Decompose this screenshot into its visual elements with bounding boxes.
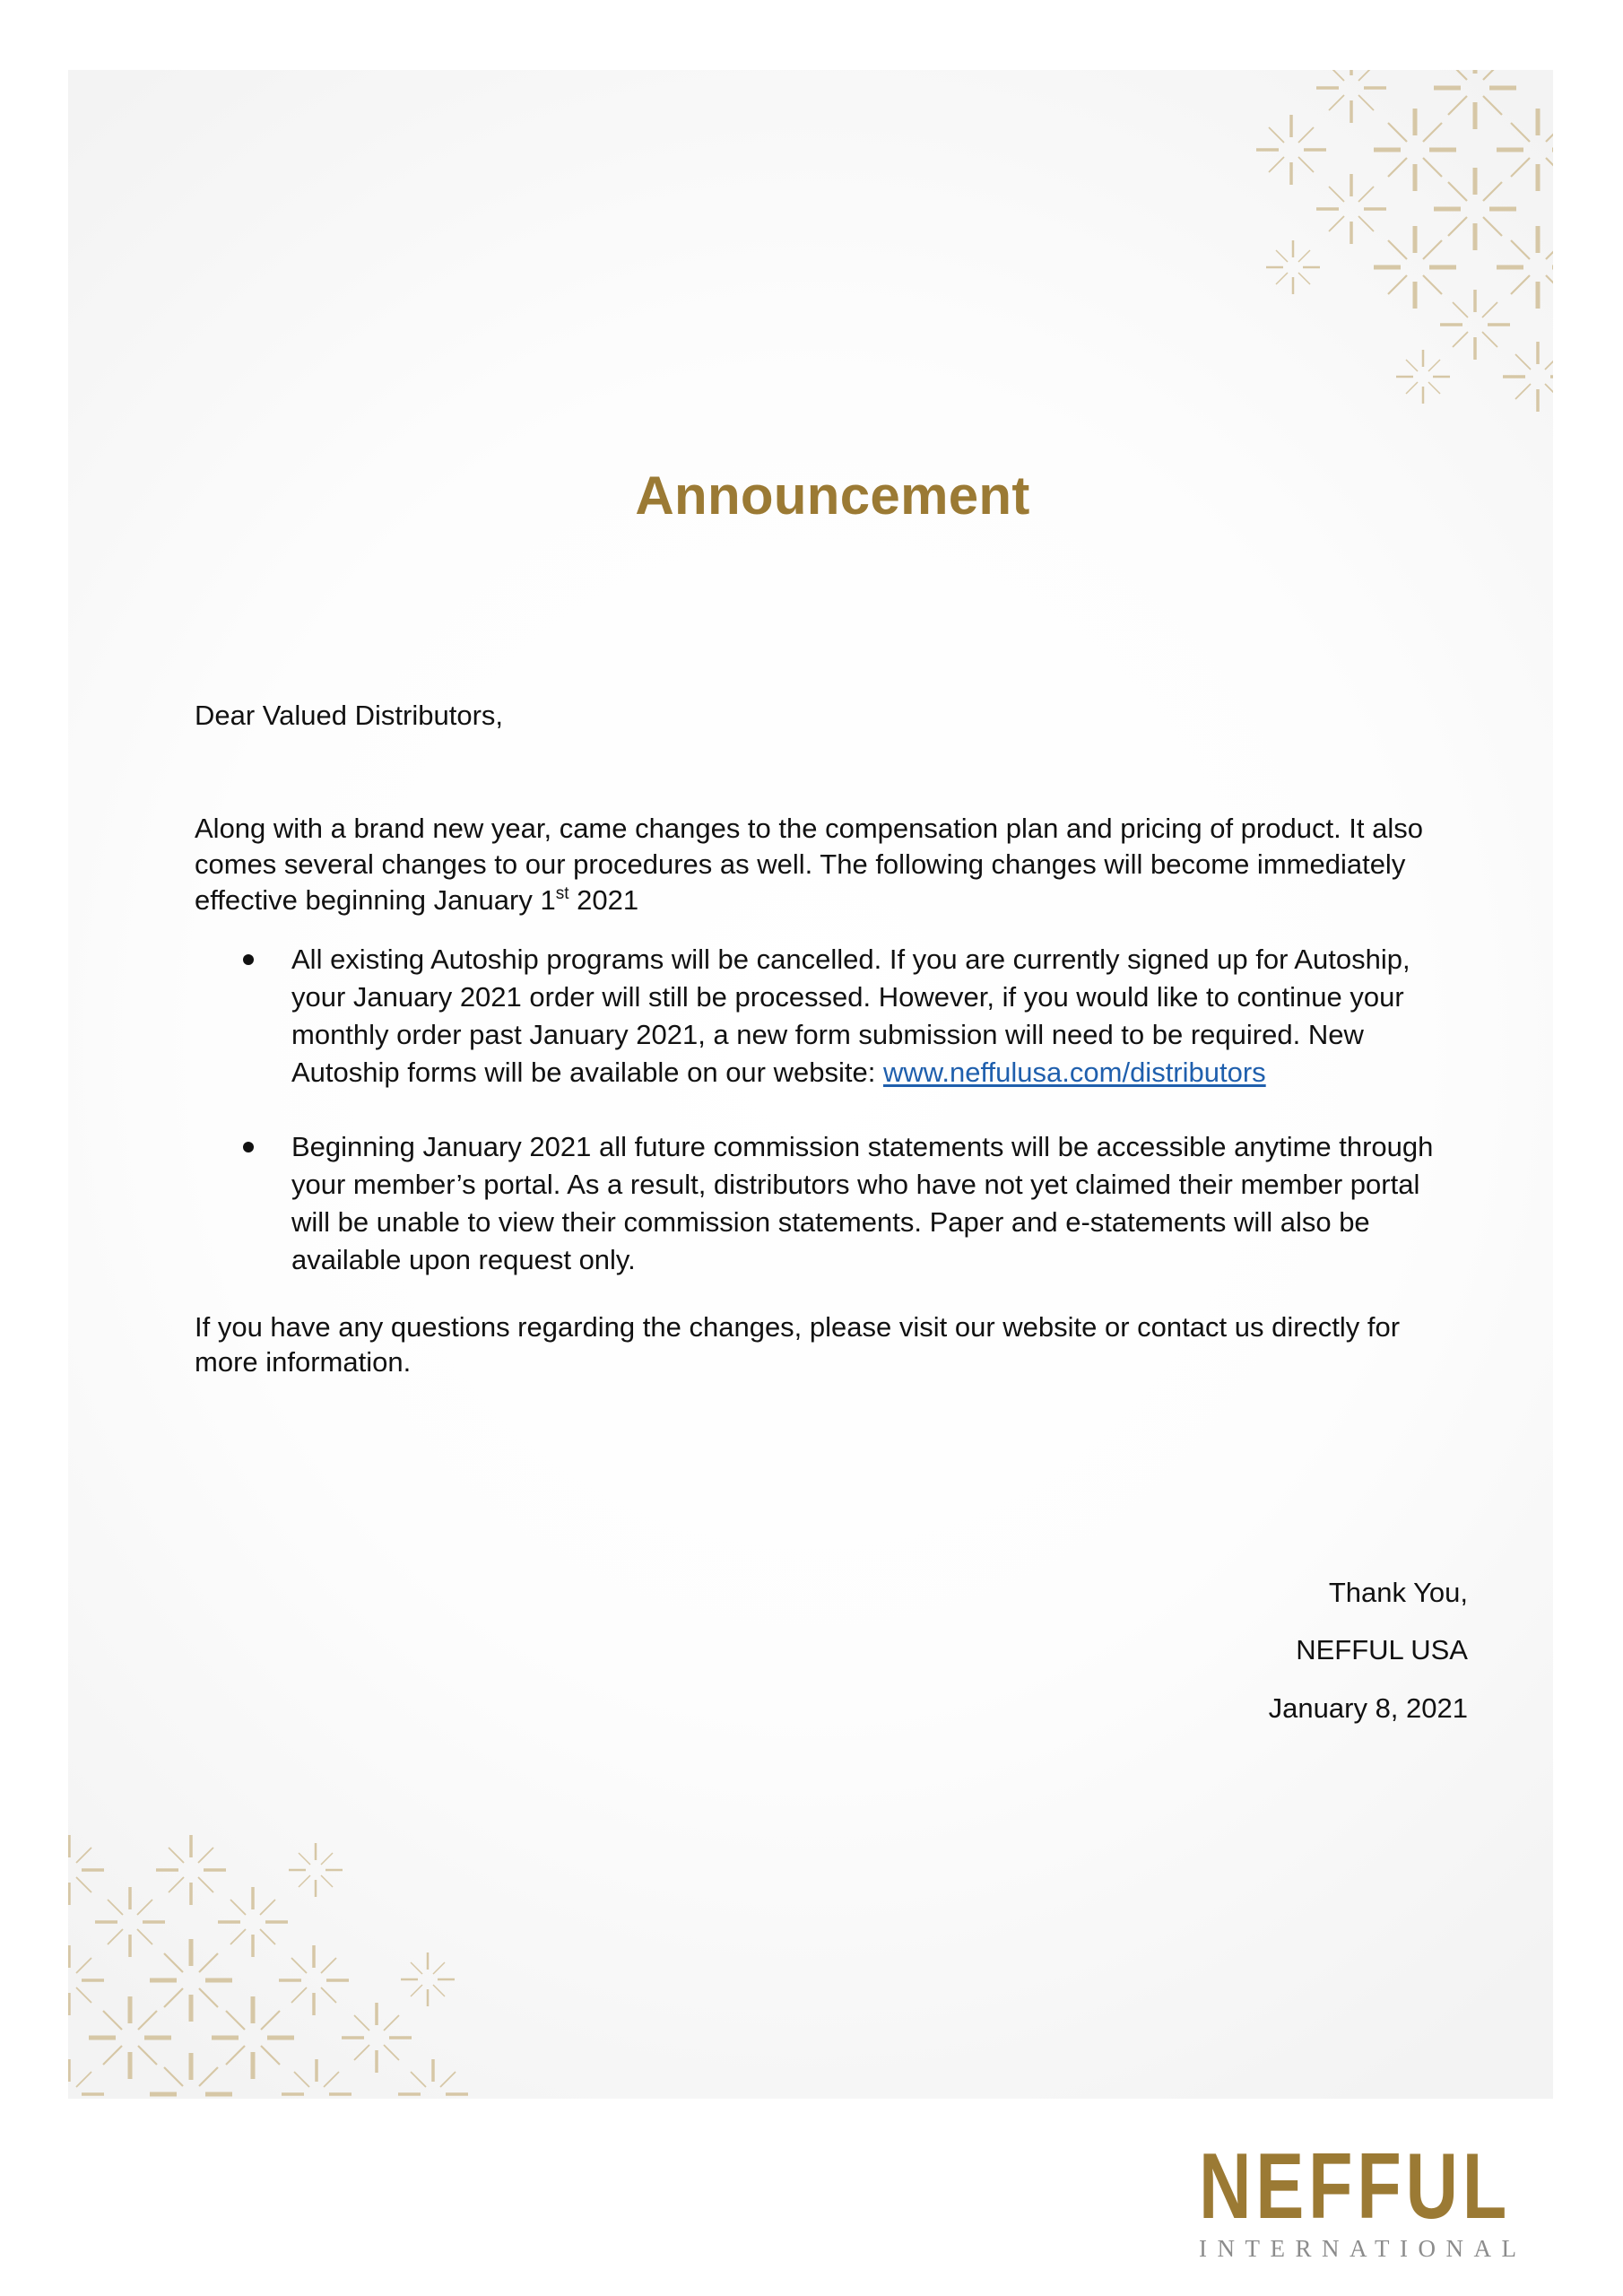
bullet-icon [243,1142,254,1152]
intro-line: Along with a brand new year, came changes to the compensation plan and pricing of product. It also [195,813,1424,844]
distributors-link[interactable]: www.neffulusa.com/distributors [882,1057,1266,1088]
salutation: Dear Valued Distributors, [195,700,504,731]
intro-paragraph [195,810,1423,918]
list-item-commission [291,1128,1433,1279]
closing-line: If you have any questions regarding the changes, please visit our website or contact us directly for [195,1311,1401,1343]
intro-line [195,882,1423,918]
closing-paragraph [195,1309,1400,1378]
signoff-date: January 8, 2021 [1268,1692,1468,1724]
intro-text: 2021 [568,884,639,916]
intro-line: comes several changes to our procedures as well. The following changes will become immediately [195,848,1406,880]
list-line: available upon request only. [291,1244,636,1275]
list-line: monthly order past January 2021, a new form submission will need to be required. New [291,1019,1364,1050]
list-text: Autoship forms will be available on our website: [291,1057,883,1088]
list-line: Beginning January 2021 all future commission statements will be accessible anytime through [291,1131,1434,1162]
list-line [291,1054,1410,1091]
list-line: All existing Autoship programs will be cancelled. If you are currently signed up for Autoship, [291,944,1410,975]
closing-line: more information. [195,1346,412,1378]
nefful-logo [1199,2135,1545,2262]
logo-wordmark: NEFFUL [1199,2135,1512,2239]
signoff-company: NEFFUL USA [1296,1634,1468,1665]
list-item-autoship [291,941,1410,1091]
bullet-icon [243,954,254,965]
page-title: Announcement [635,465,1030,526]
list-line: your member’s portal. As a result, distributors who have not yet claimed their member portal [291,1169,1420,1200]
logo-subtitle: INTERNATIONAL [1199,2235,1527,2262]
list-line: will be unable to view their commission statements. Paper and e-statements will also be [291,1206,1370,1238]
signoff-thanks: Thank You, [1328,1577,1468,1608]
intro-text: effective beginning January 1 [195,884,556,916]
list-line: your January 2021 order will still be processed. However, if you would like to continue your [291,981,1404,1013]
ordinal-suffix: st [555,884,569,903]
